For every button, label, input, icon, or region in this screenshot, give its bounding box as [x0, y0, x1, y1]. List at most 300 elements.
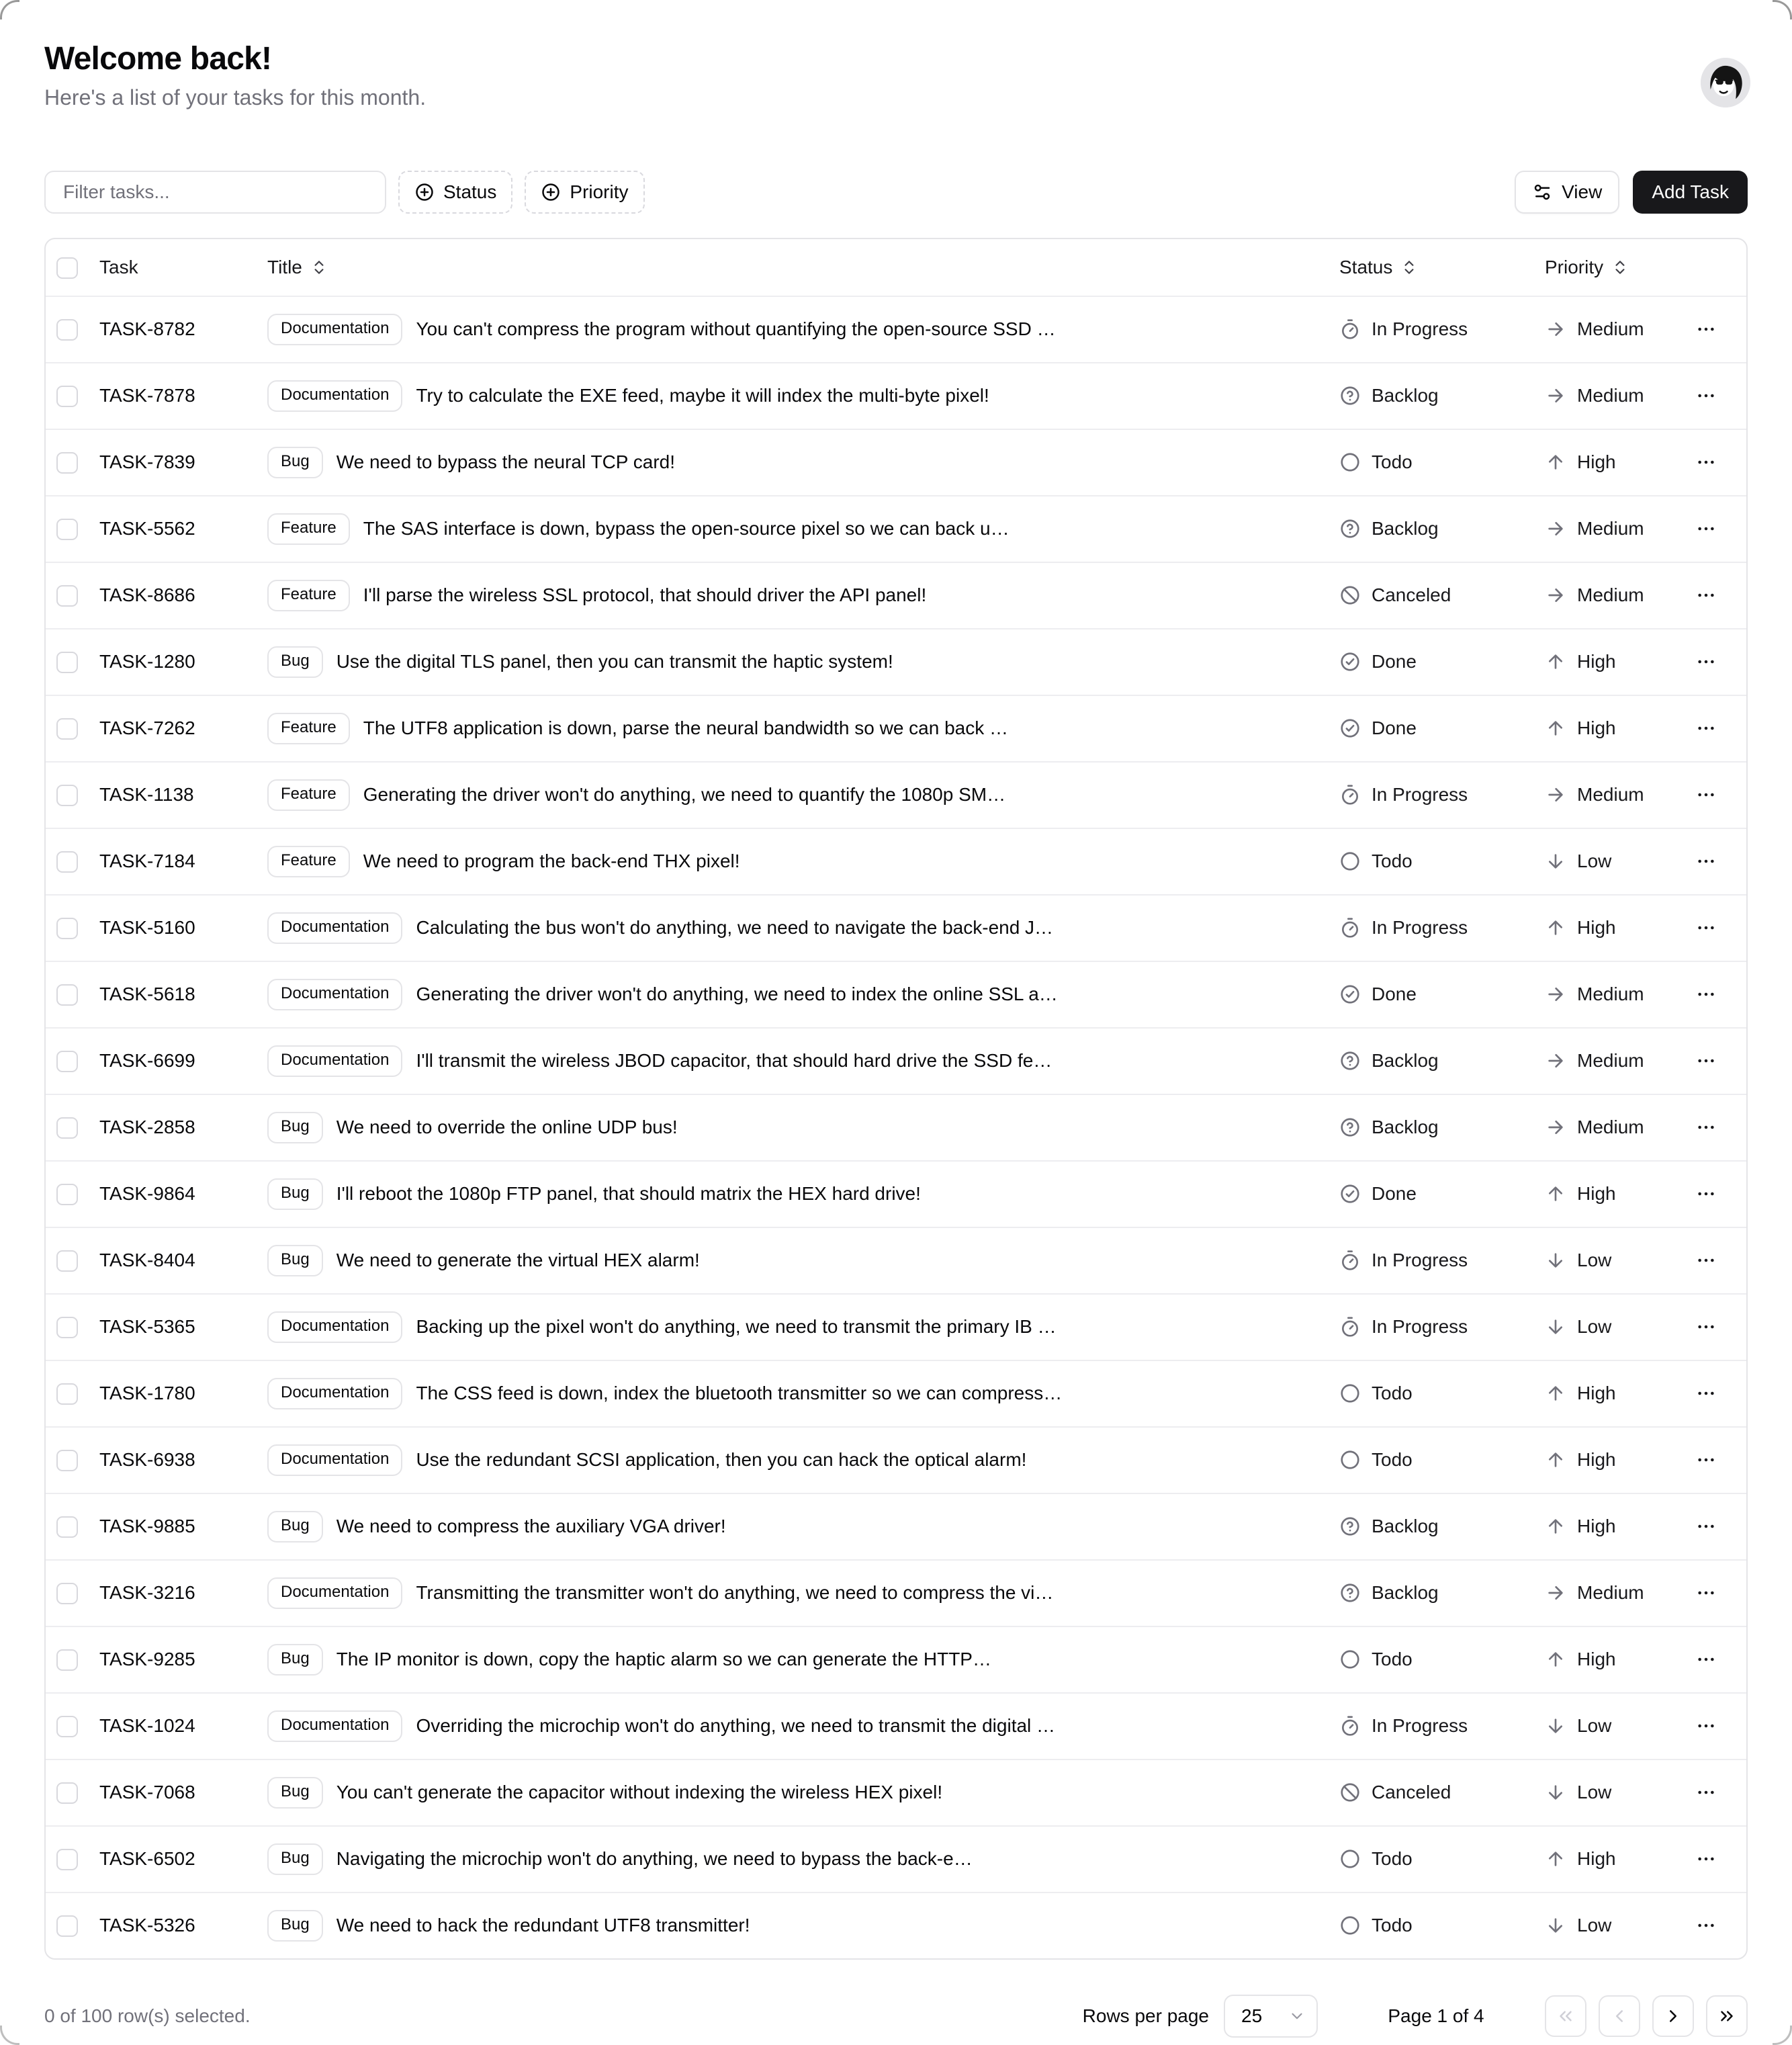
task-type-badge: Documentation — [267, 912, 402, 944]
add-task-button[interactable] — [1633, 171, 1748, 214]
table-row — [46, 429, 1746, 496]
column-header-priority[interactable]: Priority — [1545, 257, 1629, 278]
task-type-badge: Bug — [267, 447, 323, 478]
task-title: Generating the driver won't do anything, we need to quantify the 1080p SM… — [363, 784, 1006, 806]
task-title: We need to override the online UDP bus! — [336, 1117, 678, 1138]
timer-icon — [1339, 318, 1361, 340]
task-title: I'll transmit the wireless JBOD capacitor, that should hard drive the SSD fe… — [416, 1050, 1052, 1072]
row-checkbox[interactable] — [56, 452, 78, 474]
status-label: Todo — [1372, 1449, 1413, 1471]
task-id: TASK-7262 — [99, 717, 195, 739]
help-circle-icon — [1339, 385, 1361, 406]
row-actions-button[interactable] — [1691, 1046, 1721, 1076]
status-label: Done — [1372, 651, 1417, 672]
status-label: In Progress — [1372, 318, 1468, 340]
table-row — [46, 1826, 1746, 1892]
ellipsis-icon — [1695, 385, 1717, 406]
ellipsis-icon — [1695, 1915, 1717, 1936]
table-row — [46, 629, 1746, 695]
status-label: Backlog — [1372, 518, 1439, 539]
chevrons-left-icon — [1556, 2006, 1576, 2026]
row-actions-button[interactable] — [1691, 1113, 1721, 1142]
priority-label: Low — [1577, 1915, 1612, 1936]
status-label: Canceled — [1372, 584, 1451, 606]
row-checkbox[interactable] — [56, 585, 78, 607]
ellipsis-icon — [1695, 1715, 1717, 1737]
row-checkbox[interactable] — [56, 1184, 78, 1205]
row-actions-button[interactable] — [1691, 1179, 1721, 1209]
task-title: Generating the driver won't do anything, we need to index the online SSL a… — [416, 984, 1058, 1005]
toolbar-actions — [1515, 171, 1748, 214]
task-type-badge: Documentation — [267, 314, 402, 345]
arrow-up-icon — [1545, 1516, 1566, 1537]
task-id: TASK-1024 — [99, 1715, 195, 1737]
check-circle-icon — [1339, 651, 1361, 672]
task-type-badge: Documentation — [267, 1444, 402, 1476]
status-label: Backlog — [1372, 385, 1439, 406]
table-row — [46, 296, 1746, 363]
table-row — [46, 1626, 1746, 1693]
task-title: You can't compress the program without quantifying the open-source SSD … — [416, 318, 1056, 340]
priority-label: Low — [1577, 1250, 1612, 1271]
pagination — [1545, 1995, 1748, 2037]
status-label: In Progress — [1372, 784, 1468, 806]
task-title: You can't generate the capacitor without indexing the wireless HEX pixel! — [336, 1782, 943, 1803]
table-footer — [44, 1995, 1748, 2038]
ellipsis-icon — [1695, 984, 1717, 1005]
arrow-up-icon — [1545, 1649, 1566, 1670]
status-label: Backlog — [1372, 1050, 1439, 1072]
timer-icon — [1339, 1316, 1361, 1338]
next-page-button[interactable] — [1652, 1995, 1694, 2037]
arrow-up-icon — [1545, 1383, 1566, 1404]
status-label: In Progress — [1372, 1715, 1468, 1737]
task-title: Backing up the pixel won't do anything, we need to transmit the primary IB … — [416, 1316, 1057, 1338]
arrow-up-icon — [1545, 1183, 1566, 1205]
ellipsis-icon — [1695, 1649, 1717, 1670]
circle-icon — [1339, 851, 1361, 872]
row-actions-button[interactable] — [1691, 1844, 1721, 1874]
first-page-button — [1545, 1995, 1586, 2037]
last-page-button[interactable] — [1706, 1995, 1748, 2037]
task-id: TASK-9885 — [99, 1516, 195, 1537]
priority-label: Low — [1577, 1715, 1612, 1737]
priority-label: Medium — [1577, 385, 1644, 406]
task-type-badge: Documentation — [267, 1577, 402, 1609]
row-checkbox[interactable] — [56, 1649, 78, 1671]
task-type-badge: Bug — [267, 1644, 323, 1676]
task-title: I'll reboot the 1080p FTP panel, that should matrix the HEX hard drive! — [336, 1183, 921, 1205]
task-title: Use the redundant SCSI application, then you can hack the optical alarm! — [416, 1449, 1027, 1471]
task-id: TASK-1280 — [99, 651, 195, 672]
row-checkbox[interactable] — [56, 1915, 78, 1937]
circle-plus-icon — [541, 182, 561, 202]
task-title: We need to hack the redundant UTF8 transmitter! — [336, 1915, 750, 1936]
row-actions-button[interactable] — [1691, 580, 1721, 610]
row-actions-button[interactable] — [1691, 1911, 1721, 1940]
task-id: TASK-7878 — [99, 385, 195, 406]
help-circle-icon — [1339, 1516, 1361, 1537]
task-type-badge: Feature — [267, 513, 350, 545]
status-label: Backlog — [1372, 1117, 1439, 1138]
task-title: Use the digital TLS panel, then you can transmit the haptic system! — [336, 651, 893, 672]
priority-label: Medium — [1577, 584, 1644, 606]
task-id: TASK-5160 — [99, 917, 195, 939]
ellipsis-icon — [1695, 784, 1717, 806]
task-table-body — [46, 296, 1746, 1958]
status-label: Done — [1372, 717, 1417, 739]
check-circle-icon — [1339, 984, 1361, 1005]
column-header-status[interactable]: Status — [1339, 257, 1418, 278]
selection-summary: 0 of 100 row(s) selected. — [44, 2005, 251, 2026]
ellipsis-icon — [1695, 1516, 1717, 1537]
task-type-badge: Bug — [267, 646, 323, 678]
arrow-down-icon — [1545, 1316, 1566, 1338]
status-filter-button[interactable] — [398, 171, 512, 214]
circle-icon — [1339, 1449, 1361, 1471]
ellipsis-icon — [1695, 1848, 1717, 1870]
priority-label: High — [1577, 1649, 1616, 1670]
table-row — [46, 1892, 1746, 1958]
timer-icon — [1339, 1250, 1361, 1271]
table-row — [46, 1094, 1746, 1161]
view-button-label: View — [1562, 181, 1603, 202]
row-checkbox[interactable] — [56, 319, 78, 341]
ellipsis-icon — [1695, 917, 1717, 939]
table-row — [46, 1360, 1746, 1427]
table-row — [46, 1427, 1746, 1493]
row-actions-button[interactable] — [1691, 780, 1721, 810]
status-label: In Progress — [1372, 917, 1468, 939]
priority-label: High — [1577, 1183, 1616, 1205]
table-row — [46, 695, 1746, 762]
task-id: TASK-5326 — [99, 1915, 195, 1936]
task-id: TASK-1780 — [99, 1383, 195, 1404]
status-label: Done — [1372, 984, 1417, 1005]
arrow-up-icon — [1545, 451, 1566, 473]
priority-label: High — [1577, 451, 1616, 473]
task-type-badge: Bug — [267, 1843, 323, 1875]
row-checkbox[interactable] — [56, 652, 78, 673]
arrow-down-icon — [1545, 1782, 1566, 1803]
row-checkbox[interactable] — [56, 785, 78, 806]
check-circle-icon — [1339, 717, 1361, 739]
chevron-down-icon — [1288, 2007, 1306, 2025]
status-label: Canceled — [1372, 1782, 1451, 1803]
table-header-row — [46, 239, 1746, 296]
arrow-right-icon — [1545, 518, 1566, 539]
table-row — [46, 1560, 1746, 1626]
ellipsis-icon — [1695, 584, 1717, 606]
row-actions-button[interactable] — [1691, 1512, 1721, 1541]
check-circle-icon — [1339, 1183, 1361, 1205]
task-type-badge: Bug — [267, 1112, 323, 1143]
row-checkbox[interactable] — [56, 519, 78, 540]
status-label: Todo — [1372, 1848, 1413, 1870]
row-checkbox[interactable] — [56, 1450, 78, 1471]
table-row — [46, 1493, 1746, 1560]
task-title: Transmitting the transmitter won't do anything, we need to compress the vi… — [416, 1582, 1054, 1604]
rows-per-page-value: 25 — [1241, 2005, 1263, 2026]
circle-icon — [1339, 1649, 1361, 1670]
task-title: The UTF8 application is down, parse the neural bandwidth so we can back … — [363, 717, 1009, 739]
help-circle-icon — [1339, 1050, 1361, 1072]
ellipsis-icon — [1695, 851, 1717, 872]
previous-page-button — [1599, 1995, 1640, 2037]
arrow-up-icon — [1545, 1848, 1566, 1870]
row-checkbox[interactable] — [56, 1782, 78, 1804]
task-id: TASK-5365 — [99, 1316, 195, 1338]
priority-label: Medium — [1577, 1117, 1644, 1138]
task-id: TASK-8686 — [99, 584, 195, 606]
status-label: Backlog — [1372, 1516, 1439, 1537]
status-label: Todo — [1372, 1383, 1413, 1404]
help-circle-icon — [1339, 1582, 1361, 1604]
task-type-badge: Documentation — [267, 1045, 402, 1077]
table-row — [46, 961, 1746, 1028]
arrow-up-icon — [1545, 917, 1566, 939]
status-label: Todo — [1372, 851, 1413, 872]
task-id: TASK-8782 — [99, 318, 195, 340]
chevrons-up-down-icon — [310, 259, 328, 276]
table-row — [46, 895, 1746, 961]
table-row — [46, 1693, 1746, 1759]
row-checkbox[interactable] — [56, 1250, 78, 1272]
ellipsis-icon — [1695, 717, 1717, 739]
chevrons-up-down-icon — [1611, 259, 1629, 276]
ellipsis-icon — [1695, 1782, 1717, 1803]
row-checkbox[interactable] — [56, 386, 78, 407]
arrow-down-icon — [1545, 1715, 1566, 1737]
page-header — [44, 0, 1748, 110]
row-actions-button[interactable] — [1691, 381, 1721, 410]
task-id: TASK-2858 — [99, 1117, 195, 1138]
row-actions-button[interactable] — [1691, 1778, 1721, 1807]
status-label: Done — [1372, 1183, 1417, 1205]
priority-filter-label: Priority — [570, 181, 629, 202]
select-all-checkbox[interactable] — [56, 257, 78, 279]
task-id: TASK-8404 — [99, 1250, 195, 1271]
ellipsis-icon — [1695, 1383, 1717, 1404]
row-actions-button[interactable] — [1691, 980, 1721, 1009]
task-title: Try to calculate the EXE feed, maybe it will index the multi-byte pixel! — [416, 385, 989, 406]
page-info: Page 1 of 4 — [1388, 2005, 1484, 2026]
status-label: Todo — [1372, 1915, 1413, 1936]
chevrons-up-down-icon — [1400, 259, 1418, 276]
add-task-label: Add Task — [1652, 181, 1729, 202]
task-id: TASK-3216 — [99, 1582, 195, 1604]
arrow-right-icon — [1545, 1050, 1566, 1072]
ellipsis-icon — [1695, 1316, 1717, 1338]
task-title: I'll parse the wireless SSL protocol, that should driver the API panel! — [363, 584, 927, 606]
priority-label: Medium — [1577, 318, 1644, 340]
avatar-illustration — [1701, 58, 1750, 107]
rows-per-page-label: Rows per page — [1082, 2005, 1209, 2026]
row-actions-button[interactable] — [1691, 514, 1721, 543]
arrow-down-icon — [1545, 851, 1566, 872]
task-type-badge: Bug — [267, 1910, 323, 1942]
arrow-right-icon — [1545, 1582, 1566, 1604]
ellipsis-icon — [1695, 1449, 1717, 1471]
task-title: Calculating the bus won't do anything, we need to navigate the back-end J… — [416, 917, 1054, 939]
task-title: The CSS feed is down, index the bluetooth transmitter so we can compress… — [416, 1383, 1063, 1404]
table-row — [46, 1294, 1746, 1360]
task-id: TASK-6938 — [99, 1449, 195, 1471]
task-type-badge: Documentation — [267, 1311, 402, 1343]
task-title: Navigating the microchip won't do anything, we need to bypass the back-e… — [336, 1848, 973, 1870]
table-toolbar — [44, 171, 1748, 214]
task-title: We need to compress the auxiliary VGA driver! — [336, 1516, 726, 1537]
timer-icon — [1339, 917, 1361, 939]
task-title: We need to generate the virtual HEX alarm! — [336, 1250, 700, 1271]
task-type-badge: Documentation — [267, 380, 402, 412]
row-actions-button[interactable] — [1691, 1578, 1721, 1608]
task-id: TASK-6699 — [99, 1050, 195, 1072]
row-actions-button[interactable] — [1691, 846, 1721, 876]
row-actions-button[interactable] — [1691, 1711, 1721, 1741]
status-label: Todo — [1372, 1649, 1413, 1670]
table-row — [46, 496, 1746, 562]
table-row — [46, 1028, 1746, 1094]
task-type-badge: Bug — [267, 1178, 323, 1210]
priority-label: High — [1577, 917, 1616, 939]
arrow-right-icon — [1545, 784, 1566, 806]
ellipsis-icon — [1695, 1050, 1717, 1072]
ellipsis-icon — [1695, 1117, 1717, 1138]
arrow-right-icon — [1545, 1117, 1566, 1138]
task-id: TASK-6502 — [99, 1848, 195, 1870]
help-circle-icon — [1339, 1117, 1361, 1138]
circle-icon — [1339, 1383, 1361, 1404]
priority-filter-button[interactable] — [525, 171, 644, 214]
row-actions-button[interactable] — [1691, 447, 1721, 477]
column-header-title[interactable]: Title — [267, 257, 328, 278]
task-type-badge: Documentation — [267, 1378, 402, 1409]
row-checkbox[interactable] — [56, 851, 78, 873]
priority-label: Low — [1577, 1782, 1612, 1803]
task-title: We need to bypass the neural TCP card! — [336, 451, 676, 473]
task-type-badge: Bug — [267, 1511, 323, 1542]
view-options-button[interactable] — [1515, 171, 1619, 214]
task-type-badge: Feature — [267, 779, 350, 811]
row-actions-button[interactable] — [1691, 913, 1721, 943]
task-type-badge: Documentation — [267, 1710, 402, 1742]
ellipsis-icon — [1695, 518, 1717, 539]
chevrons-right-icon — [1717, 2006, 1737, 2026]
timer-icon — [1339, 1715, 1361, 1737]
sliders-icon — [1532, 182, 1552, 202]
page-title: Welcome back! — [44, 41, 272, 77]
row-actions-button[interactable] — [1691, 647, 1721, 677]
priority-label: Medium — [1577, 518, 1644, 539]
row-actions-button[interactable] — [1691, 1379, 1721, 1408]
task-id: TASK-9285 — [99, 1649, 195, 1670]
ellipsis-icon — [1695, 1183, 1717, 1205]
priority-label: High — [1577, 1383, 1616, 1404]
circle-icon — [1339, 451, 1361, 473]
arrow-right-icon — [1545, 984, 1566, 1005]
task-type-badge: Feature — [267, 846, 350, 877]
arrow-down-icon — [1545, 1915, 1566, 1936]
task-id: TASK-5562 — [99, 518, 195, 539]
task-title: We need to program the back-end THX pixel! — [363, 851, 740, 872]
row-checkbox[interactable] — [56, 1583, 78, 1604]
row-checkbox[interactable] — [56, 1051, 78, 1072]
circle-icon — [1339, 1848, 1361, 1870]
row-checkbox[interactable] — [56, 1383, 78, 1405]
row-actions-button[interactable] — [1691, 314, 1721, 344]
chevron-right-icon — [1663, 2006, 1683, 2026]
circle-off-icon — [1339, 1782, 1361, 1803]
rows-per-page-select[interactable] — [1224, 1995, 1318, 2038]
ellipsis-icon — [1695, 451, 1717, 473]
task-id: TASK-5618 — [99, 984, 195, 1005]
task-id: TASK-9864 — [99, 1183, 195, 1205]
row-checkbox[interactable] — [56, 1516, 78, 1538]
arrow-right-icon — [1545, 318, 1566, 340]
row-checkbox[interactable] — [56, 1317, 78, 1338]
page-subtitle: Here's a list of your tasks for this month. — [44, 85, 427, 110]
task-id: TASK-7184 — [99, 851, 195, 872]
row-actions-button[interactable] — [1691, 1246, 1721, 1275]
row-checkbox[interactable] — [56, 984, 78, 1006]
task-type-badge: Documentation — [267, 979, 402, 1010]
row-checkbox[interactable] — [56, 718, 78, 740]
ellipsis-icon — [1695, 651, 1717, 672]
ellipsis-icon — [1695, 318, 1717, 340]
priority-label: Medium — [1577, 784, 1644, 806]
ellipsis-icon — [1695, 1250, 1717, 1271]
task-title: Overriding the microchip won't do anything, we need to transmit the digital … — [416, 1715, 1056, 1737]
priority-label: High — [1577, 717, 1616, 739]
task-type-badge: Bug — [267, 1245, 323, 1276]
arrow-up-icon — [1545, 1449, 1566, 1471]
row-actions-button[interactable] — [1691, 1645, 1721, 1674]
table-row — [46, 762, 1746, 828]
arrow-up-icon — [1545, 717, 1566, 739]
row-checkbox[interactable] — [56, 1117, 78, 1139]
priority-label: High — [1577, 1848, 1616, 1870]
row-checkbox[interactable] — [56, 918, 78, 939]
task-type-badge: Bug — [267, 1777, 323, 1809]
user-avatar[interactable] — [1701, 58, 1750, 107]
row-actions-button[interactable] — [1691, 1312, 1721, 1342]
status-label: In Progress — [1372, 1250, 1468, 1271]
priority-label: Medium — [1577, 1582, 1644, 1604]
table-row — [46, 363, 1746, 429]
arrow-down-icon — [1545, 1250, 1566, 1271]
filter-tasks-input[interactable] — [44, 171, 386, 214]
table-row — [46, 562, 1746, 629]
task-type-badge: Feature — [267, 713, 350, 744]
task-title: The SAS interface is down, bypass the open-source pixel so we can back u… — [363, 518, 1010, 539]
task-id: TASK-7068 — [99, 1782, 195, 1803]
row-actions-button[interactable] — [1691, 713, 1721, 743]
row-checkbox[interactable] — [56, 1849, 78, 1870]
arrow-right-icon — [1545, 584, 1566, 606]
table-row — [46, 1759, 1746, 1826]
arrow-up-icon — [1545, 651, 1566, 672]
status-filter-label: Status — [443, 181, 497, 202]
priority-label: Medium — [1577, 1050, 1644, 1072]
help-circle-icon — [1339, 518, 1361, 539]
row-actions-button[interactable] — [1691, 1445, 1721, 1475]
timer-icon — [1339, 784, 1361, 806]
row-checkbox[interactable] — [56, 1716, 78, 1737]
status-label: Todo — [1372, 451, 1413, 473]
circle-off-icon — [1339, 584, 1361, 606]
task-title: The IP monitor is down, copy the haptic alarm so we can generate the HTTP… — [336, 1649, 991, 1670]
